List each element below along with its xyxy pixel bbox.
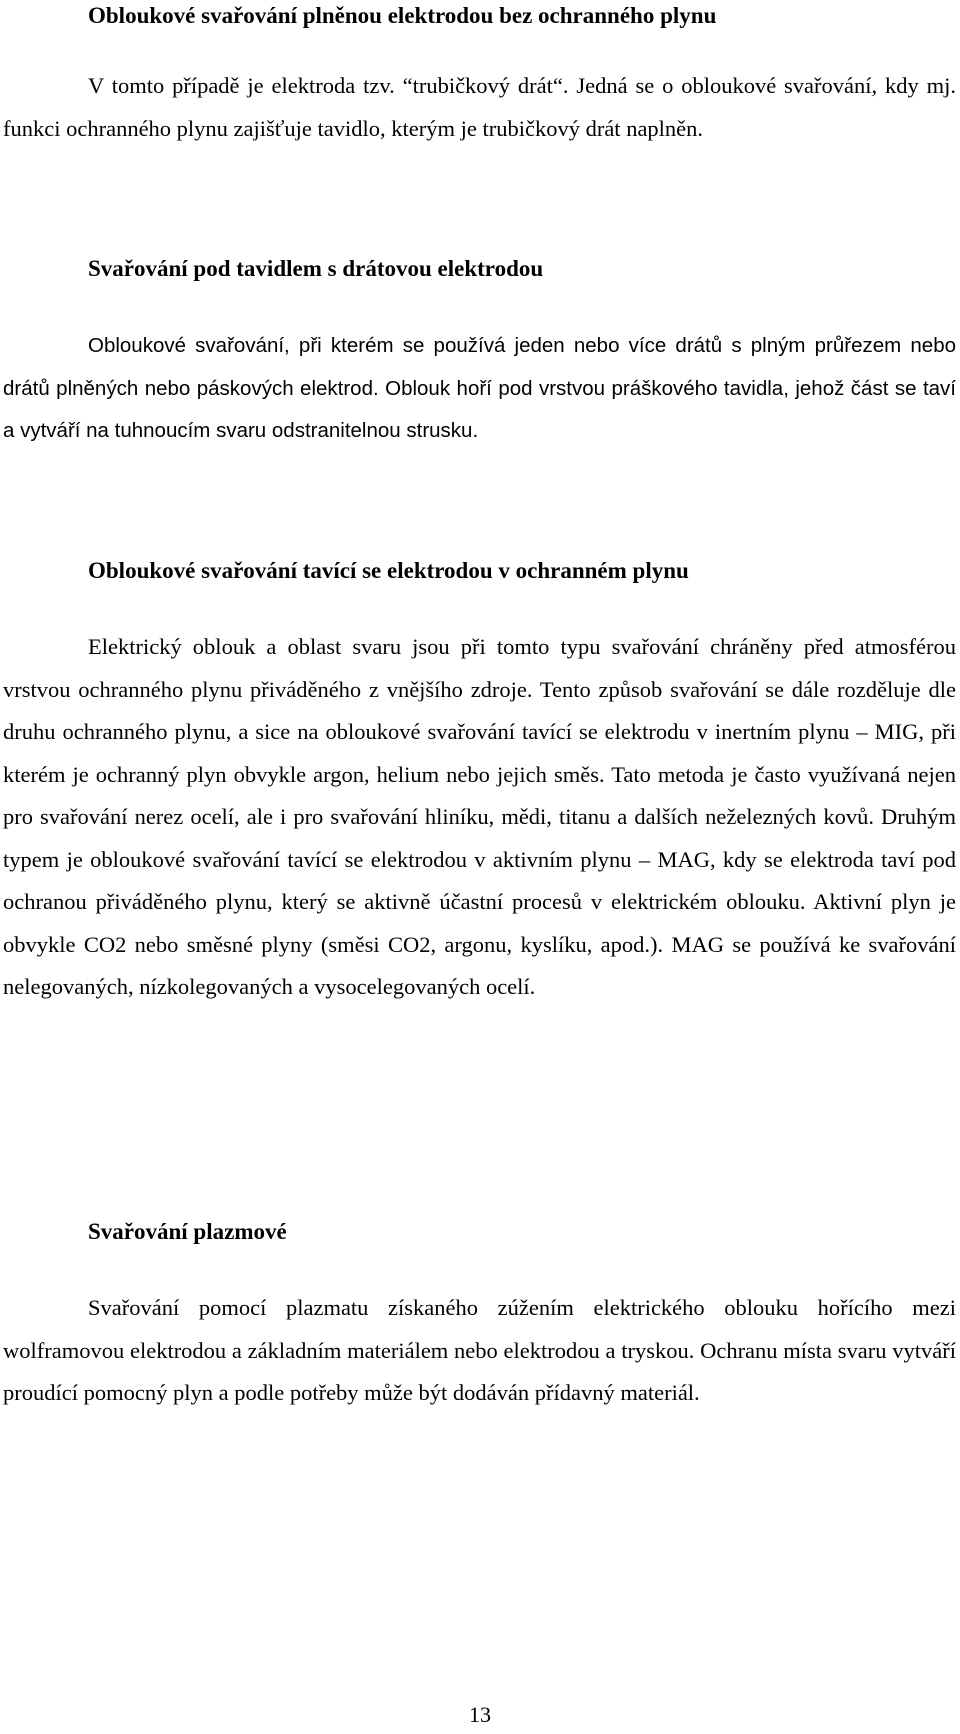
section-paragraph-submerged-arc: Obloukové svařování, při kterém se používá jeden nebo více drátů s plným průřezem nebo drátů plněných nebo páskových elektrod. Oblouk hoří pod vrstvou práškového tavidla, jehož část se taví a vytváří na tuhnoucím svaru odstranitelnou strusku. bbox=[3, 334, 956, 442]
section-heading-plasma: Svařování plazmové bbox=[88, 1219, 287, 1244]
page-number: 13 bbox=[469, 1702, 491, 1727]
section-heading-flux-cored: Obloukové svařování plněnou elektrodou bez ochranného plynu bbox=[88, 3, 717, 28]
section-heading-submerged-arc: Svařování pod tavidlem s drátovou elektrodou bbox=[88, 256, 544, 281]
section-paragraph-plasma: Svařování pomocí plazmatu získaného zúžením elektrického oblouku hořícího mezi wolframovou elektrodou a základním materiálem nebo elektrodou a tryskou. Ochranu místa svaru vytváří proudící pomocný plyn a podle potřeby může být dodáván přídavný materiál. bbox=[3, 1295, 956, 1405]
section-heading-gas-metal-arc: Obloukové svařování tavící se elektrodou v ochranném plynu bbox=[88, 558, 689, 583]
section-paragraph-gas-metal-arc: Elektrický oblouk a oblast svaru jsou při tomto typu svařování chráněny před atmosférou vrstvou ochranného plynu přiváděného z vnějšího zdroje. Tento způsob svařování se dále rozděluje dle druhu ochranného plynu, a sice na obloukové svařování tavící se elektrodu v inertním plynu – MIG, při kterém je ochranný plyn obvykle argon, helium nebo jejich směs. Tato metoda je často využívaná nejen pro svařování nerez ocelí, ale i pro svařování hliníku, mědi, titanu a dalších neželezných kovů. Druhým typem je obloukové svařování tavící se elektrodou v aktivním plynu – MAG, kdy se elektroda taví pod ochranou přiváděného plynu, který se aktivně účastní procesů v elektrickém oblouku. Aktivní plyn je obvykle CO2 nebo směsné plyny (směsi CO2, argonu, kyslíku, apod.). MAG se používá ke svařování nelegovaných, nízkolegovaných a vysocelegovaných ocelí. bbox=[3, 634, 956, 999]
section-paragraph-flux-cored: V tomto případě je elektroda tzv. “trubičkový drát“. Jedná se o obloukové svařování, kdy mj. funkci ochranného plynu zajišťuje tavidlo, kterým je trubičkový drát naplněn. bbox=[3, 73, 956, 141]
